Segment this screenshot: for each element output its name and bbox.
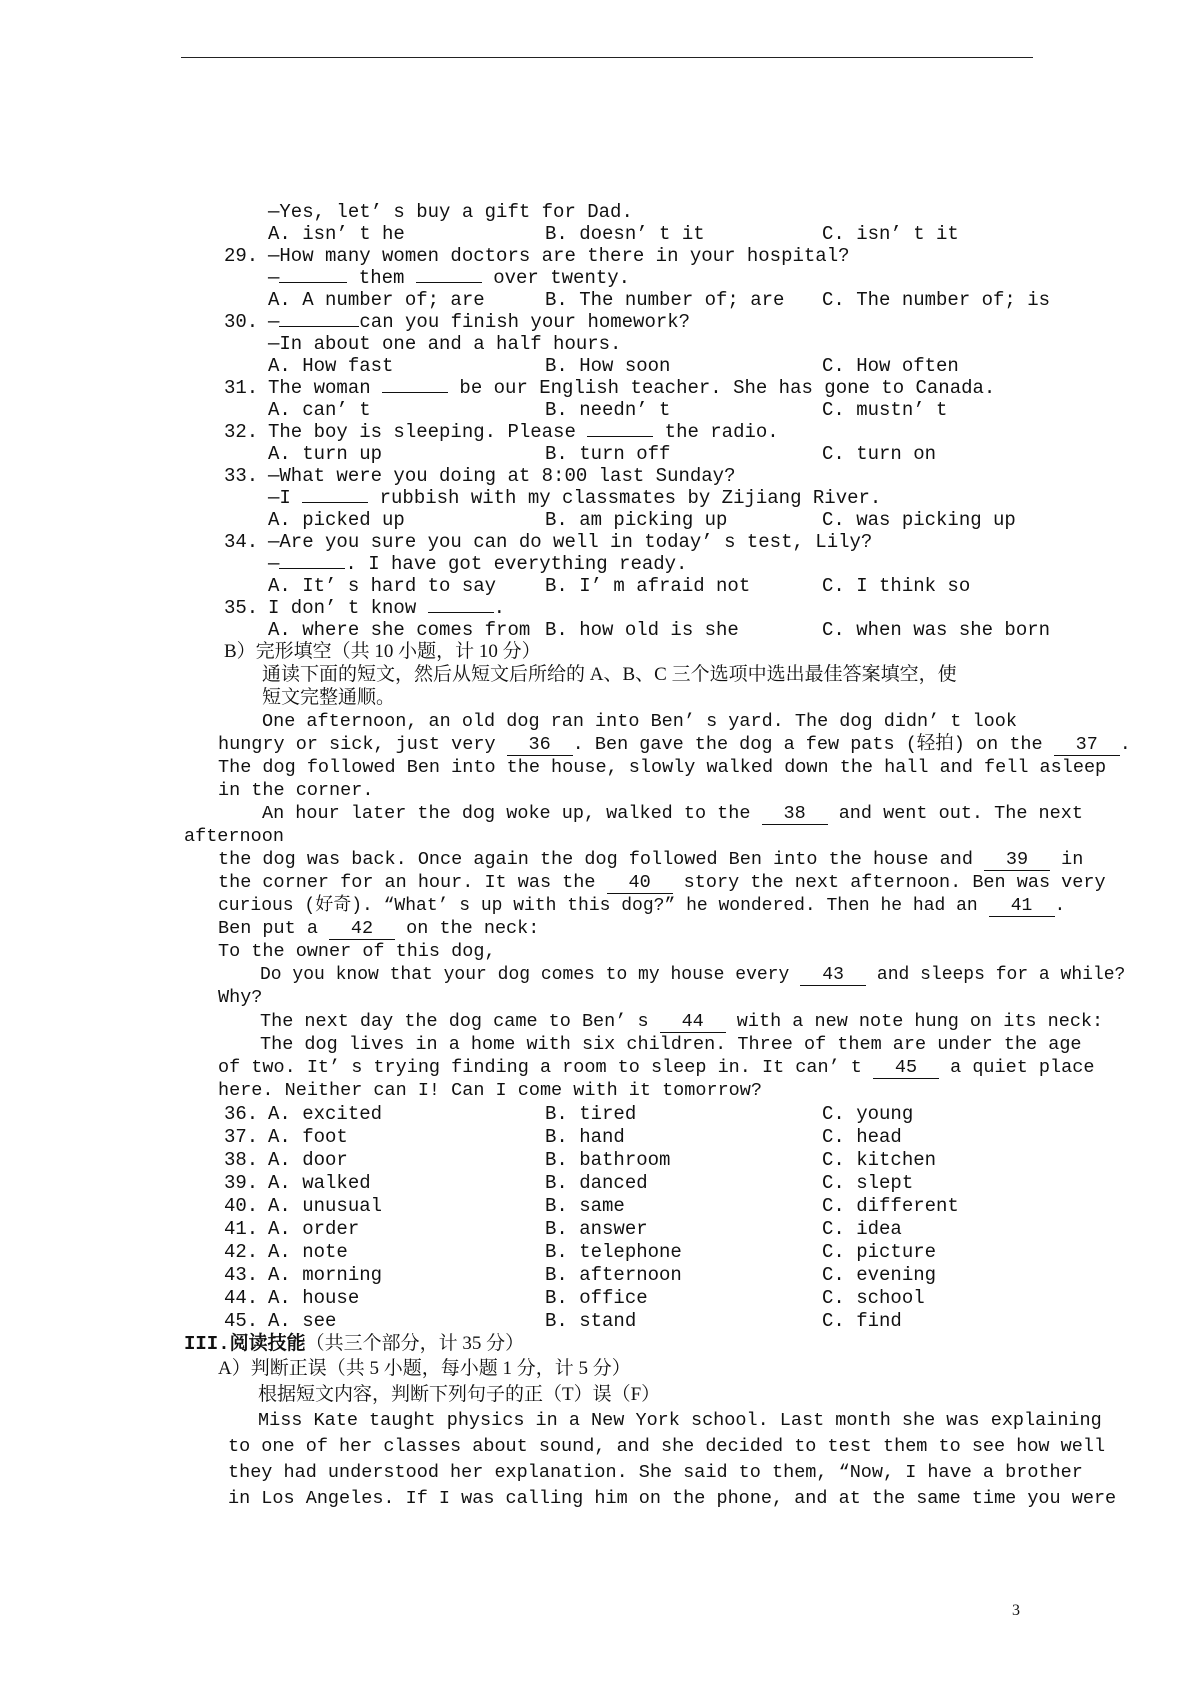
cloze-passage-line: To the owner of this dog,: [218, 941, 496, 962]
cloze-option-b[interactable]: B. same: [545, 1195, 625, 1217]
cloze-option-number: 36.: [224, 1103, 259, 1125]
cloze-blank-40[interactable]: 40: [607, 873, 673, 894]
q30-option-c[interactable]: C. How often: [822, 355, 959, 377]
q34-option-a[interactable]: A. It’ s hard to say: [268, 575, 497, 597]
q32-option-b[interactable]: B. turn off: [545, 443, 671, 465]
cloze-passage-line: An hour later the dog woke up, walked to the 38 and went out. The next: [262, 803, 1083, 824]
reading-passage-line: in Los Angeles. If I was calling him on the phone, and at the same time you were: [228, 1488, 1117, 1509]
cloze-option-c[interactable]: C. head: [822, 1126, 902, 1148]
cloze-option-a[interactable]: A. morning: [268, 1264, 383, 1286]
reading-passage-line: Miss Kate taught physics in a New York school. Last month she was explaining: [258, 1410, 1102, 1431]
cloze-option-b[interactable]: B. bathroom: [545, 1149, 671, 1171]
cloze-option-b[interactable]: B. office: [545, 1287, 648, 1309]
q33-question: —What were you doing at 8:00 last Sunday?: [268, 465, 736, 487]
q31-question: The woman be our English teacher. She has gone to Canada.: [268, 377, 996, 399]
q31-option-c[interactable]: C. mustn’ t: [822, 399, 948, 421]
cloze-option-number: 41.: [224, 1218, 259, 1240]
q34-option-b[interactable]: B. I’ m afraid not: [545, 575, 751, 597]
q33-option-c[interactable]: C. was picking up: [822, 509, 1016, 531]
page-number: 3: [1012, 1602, 1020, 1619]
cloze-passage-line: Why?: [218, 987, 263, 1008]
cloze-option-a[interactable]: A. order: [268, 1218, 360, 1240]
cloze-option-c[interactable]: C. picture: [822, 1241, 937, 1263]
q35-blank[interactable]: [428, 612, 494, 613]
reading-passage-line: they had understood her explanation. She said to them, “Now, I have a brother: [228, 1462, 1083, 1483]
q33-answer-line: —I rubbish with my classmates by Zijiang River.: [268, 487, 882, 509]
reading-section-heading: III.阅读技能（共三个部分，计 35 分）: [184, 1333, 525, 1355]
cloze-passage-line: Do you know that your dog comes to my house every 43 and sleeps for a while?: [260, 965, 1126, 985]
cloze-option-b[interactable]: B. afternoon: [545, 1264, 682, 1286]
cloze-blank-38[interactable]: 38: [762, 804, 828, 825]
cloze-passage-line: One afternoon, an old dog ran into Ben’ s yard. The dog didn’ t look: [262, 711, 1017, 732]
cloze-option-a[interactable]: A. walked: [268, 1172, 371, 1194]
cloze-option-c[interactable]: C. kitchen: [822, 1149, 937, 1171]
q30-option-b[interactable]: B. How soon: [545, 355, 671, 377]
header-rule: [181, 57, 1033, 58]
cloze-passage-line: Ben put a 42 on the neck:: [218, 918, 540, 939]
cloze-option-number: 39.: [224, 1172, 259, 1194]
cloze-option-a[interactable]: A. house: [268, 1287, 360, 1309]
cloze-blank-42[interactable]: 42: [329, 919, 395, 940]
cloze-option-c[interactable]: C. slept: [822, 1172, 914, 1194]
cloze-option-a[interactable]: A. see: [268, 1310, 337, 1332]
q35-question: I don’ t know .: [268, 597, 506, 619]
q30-question: — can you finish your homework?: [268, 311, 691, 333]
cloze-blank-39[interactable]: 39: [984, 850, 1050, 871]
q28-option-b[interactable]: B. doesn’ t it: [545, 223, 705, 245]
q28-option-a[interactable]: A. isn’ t he: [268, 223, 405, 245]
cloze-option-b[interactable]: B. telephone: [545, 1241, 682, 1263]
q28-option-c[interactable]: C. isn’ t it: [822, 223, 959, 245]
q30-option-a[interactable]: A. How fast: [268, 355, 394, 377]
q35-number: 35.: [224, 597, 259, 619]
cloze-option-a[interactable]: A. door: [268, 1149, 348, 1171]
reading-passage-line: to one of her classes about sound, and she decided to test them to see how well: [228, 1436, 1106, 1457]
cloze-passage-line: hungry or sick, just very 36 . Ben gave the dog a few pats (轻拍) on the 37 .: [218, 734, 1131, 755]
q31-option-a[interactable]: A. can’ t: [268, 399, 371, 421]
q34-number: 34.: [224, 531, 259, 553]
cloze-blank-45[interactable]: 45: [873, 1058, 939, 1079]
cloze-blank-44[interactable]: 44: [660, 1012, 726, 1033]
cloze-passage-line: The dog followed Ben into the house, slowly walked down the hall and fell asleep: [218, 757, 1107, 778]
cloze-option-a[interactable]: A. foot: [268, 1126, 348, 1148]
q31-option-b[interactable]: B. needn’ t: [545, 399, 671, 421]
q29-option-b[interactable]: B. The number of; are: [545, 289, 785, 311]
cloze-option-c[interactable]: C. find: [822, 1310, 902, 1332]
cloze-option-c[interactable]: C. school: [822, 1287, 925, 1309]
cloze-section-title: B）完形填空（共 10 小题，计 10 分）: [224, 641, 541, 662]
q34-question: —Are you sure you can do well in today’ s test, Lily?: [268, 531, 873, 553]
cloze-option-number: 44.: [224, 1287, 259, 1309]
cloze-option-b[interactable]: B. stand: [545, 1310, 637, 1332]
q35-option-c[interactable]: C. when was she born: [822, 619, 1051, 641]
cloze-option-c[interactable]: C. young: [822, 1103, 914, 1125]
cloze-passage-line: The next day the dog came to Ben’ s 44 with a new note hung on its neck:: [260, 1011, 1104, 1032]
cloze-passage-line: here. Neither can I! Can I come with it tomorrow?: [218, 1080, 762, 1101]
cloze-option-number: 40.: [224, 1195, 259, 1217]
q32-question: The boy is sleeping. Please the radio.: [268, 421, 779, 443]
q33-number: 33.: [224, 465, 259, 487]
cloze-blank-43[interactable]: 43: [800, 965, 866, 986]
q30-number: 30.: [224, 311, 259, 333]
cloze-passage-line: curious (好奇). “What’ s up with this dog?” he wondered. Then he had an 41 .: [218, 896, 1066, 916]
q29-question: —How many women doctors are there in your hospital?: [268, 245, 850, 267]
reading-instruction: 根据短文内容，判断下列句子的正（T）误（F）: [258, 1384, 661, 1405]
q28-answer-line: —Yes, let’ s buy a gift for Dad.: [268, 201, 633, 223]
cloze-option-number: 42.: [224, 1241, 259, 1263]
q29-option-c[interactable]: C. The number of; is: [822, 289, 1051, 311]
cloze-option-number: 37.: [224, 1126, 259, 1148]
cloze-option-b[interactable]: B. hand: [545, 1126, 625, 1148]
q32-number: 32.: [224, 421, 259, 443]
q29-number: 29.: [224, 245, 259, 267]
cloze-blank-36[interactable]: 36: [507, 735, 573, 756]
cloze-instruction-2: 短文完整通顺。: [262, 687, 396, 708]
cloze-option-c[interactable]: C. different: [822, 1195, 959, 1217]
cloze-passage-line: of two. It’ s trying finding a room to sleep in. It can’ t 45 a quiet place: [218, 1057, 1095, 1078]
cloze-option-number: 45.: [224, 1310, 259, 1332]
reading-subsection-title: A）判断正误（共 5 小题，每小题 1 分，计 5 分）: [218, 1358, 631, 1379]
q30-answer-line: —In about one and a half hours.: [268, 333, 622, 355]
q29-blank-2[interactable]: [416, 282, 482, 283]
q33-blank[interactable]: [302, 502, 368, 503]
q33-option-b[interactable]: B. am picking up: [545, 509, 728, 531]
cloze-passage-line: afternoon: [184, 826, 284, 847]
cloze-blank-37[interactable]: 37: [1054, 735, 1120, 756]
cloze-option-c[interactable]: C. evening: [822, 1264, 937, 1286]
cloze-option-a[interactable]: A. excited: [268, 1103, 383, 1125]
q33-option-a[interactable]: A. picked up: [268, 509, 405, 531]
cloze-option-c[interactable]: C. idea: [822, 1218, 902, 1240]
cloze-option-number: 43.: [224, 1264, 259, 1286]
q29-blank-1[interactable]: [279, 282, 347, 283]
cloze-option-a[interactable]: A. unusual: [268, 1195, 383, 1217]
q32-option-a[interactable]: A. turn up: [268, 443, 383, 465]
q32-blank[interactable]: [587, 436, 653, 437]
q35-option-b[interactable]: B. how old is she: [545, 619, 739, 641]
cloze-passage-line: in the corner.: [218, 780, 374, 801]
q35-option-a[interactable]: A. where she comes from: [268, 619, 531, 641]
cloze-passage-line: The dog lives in a home with six children. Three of them are under the age: [260, 1034, 1082, 1055]
cloze-option-number: 38.: [224, 1149, 259, 1171]
cloze-passage-line: the corner for an hour. It was the 40 story the next afternoon. Ben was very: [218, 872, 1106, 893]
cloze-blank-41[interactable]: 41: [989, 896, 1055, 917]
q31-blank[interactable]: [382, 392, 448, 393]
cloze-instruction-1: 通读下面的短文，然后从短文后所给的 A、B、C 三个选项中选出最佳答案填空，使: [262, 664, 957, 685]
q32-option-c[interactable]: C. turn on: [822, 443, 937, 465]
q29-option-a[interactable]: A. A number of; are: [268, 289, 485, 311]
q31-number: 31.: [224, 377, 259, 399]
q34-answer-line: — . I have got everything ready.: [268, 553, 688, 575]
q29-answer-line: — them over twenty.: [268, 267, 631, 289]
q34-option-c[interactable]: C. I think so: [822, 575, 971, 597]
cloze-option-b[interactable]: B. tired: [545, 1103, 637, 1125]
cloze-passage-line: the dog was back. Once again the dog followed Ben into the house and 39 in: [218, 849, 1084, 870]
cloze-option-b[interactable]: B. answer: [545, 1218, 648, 1240]
cloze-option-b[interactable]: B. danced: [545, 1172, 648, 1194]
cloze-option-a[interactable]: A. note: [268, 1241, 348, 1263]
q34-blank[interactable]: [279, 568, 345, 569]
q30-blank[interactable]: [279, 326, 359, 327]
